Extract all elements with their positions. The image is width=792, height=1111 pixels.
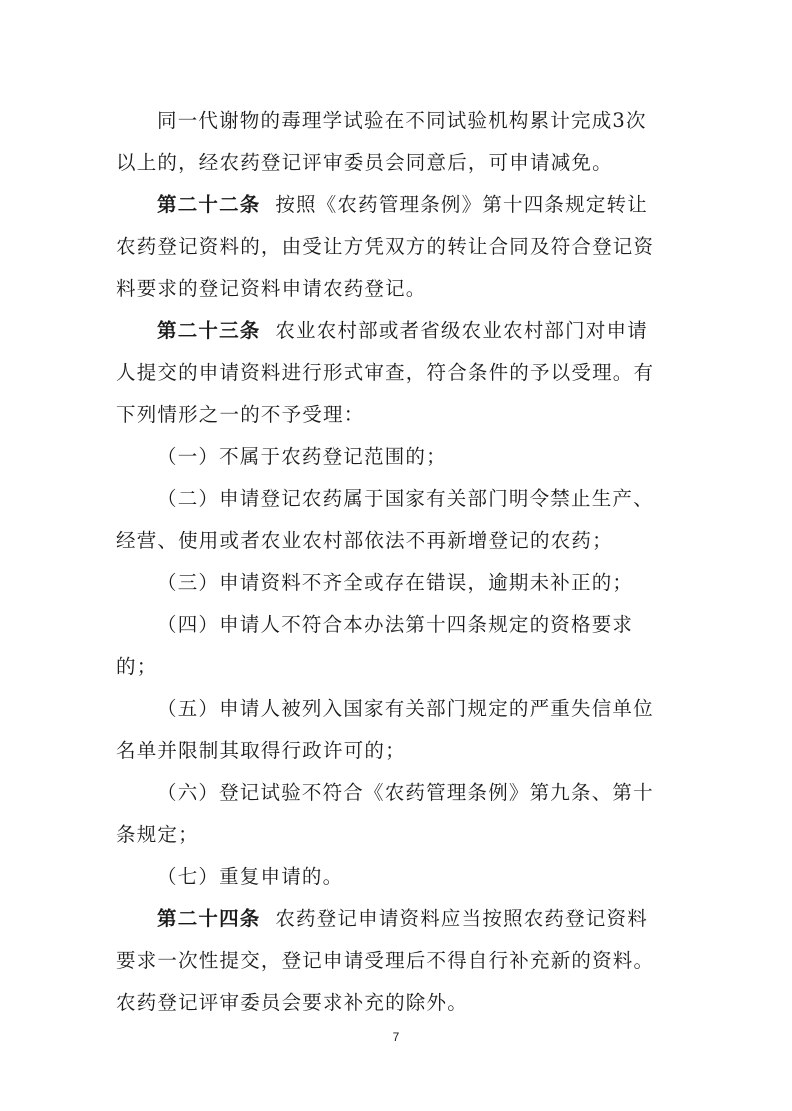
list-item: （三）申请资料不齐全或存在错误，逾期未补正的； <box>157 571 634 594</box>
list-item: （七）重复申请的。 <box>157 865 344 888</box>
article-24-line <box>116 898 676 940</box>
article-23-title: 第二十三条 <box>157 319 261 342</box>
article-22-line <box>116 184 676 226</box>
article-22-text: 按照《农药管理条例》第十四条规定转让 <box>275 193 648 216</box>
paragraph-line: 农药登记资料的，由受让方凭双方的转让合同及符合登记资 <box>116 235 655 258</box>
article-23-line <box>116 310 676 352</box>
paragraph-line: 农药登记评审委员会要求补充的除外。 <box>116 991 468 1014</box>
list-item-continuation: 的； <box>116 655 158 678</box>
paragraph-line: 下列情形之一的不予受理： <box>116 403 365 426</box>
paragraph-line: 要求一次性提交，登记申请受理后不得自行补充新的资料。 <box>116 949 655 972</box>
list-item: （二）申请登记农药属于国家有关部门明令禁止生产、 <box>157 487 654 510</box>
paragraph-line: 料要求的登记资料申请农药登记。 <box>116 277 427 300</box>
list-item: （一）不属于农药登记范围的； <box>157 445 447 468</box>
list-item: （五）申请人被列入国家有关部门规定的严重失信单位 <box>157 697 654 720</box>
list-item: （四）申请人不符合本办法第十四条规定的资格要求 <box>157 613 634 636</box>
list-item-continuation: 条规定； <box>116 823 199 846</box>
body-text <box>116 100 676 1024</box>
article-23-text: 农业农村部或者省级农业农村部门对申请 <box>275 319 648 342</box>
article-24-title: 第二十四条 <box>157 907 261 930</box>
list-item-continuation: 名单并限制其取得行政许可的； <box>116 739 406 762</box>
page-number: 7 <box>392 1030 400 1044</box>
paragraph-line: 以上的，经农药登记评审委员会同意后，可申请减免。 <box>116 151 613 174</box>
paragraph-line: 人提交的申请资料进行形式审查，符合条件的予以受理。有 <box>116 361 655 384</box>
list-item: （六）登记试验不符合《农药管理条例》第九条、第十 <box>157 781 654 804</box>
paragraph-line: 同一代谢物的毒理学试验在不同试验机构累计完成3次 <box>157 109 647 132</box>
article-24-text: 农药登记申请资料应当按照农药登记资料 <box>275 907 648 930</box>
article-22-title: 第二十二条 <box>157 193 261 216</box>
list-item-continuation: 经营、使用或者农业农村部依法不再新增登记的农药； <box>116 529 613 552</box>
